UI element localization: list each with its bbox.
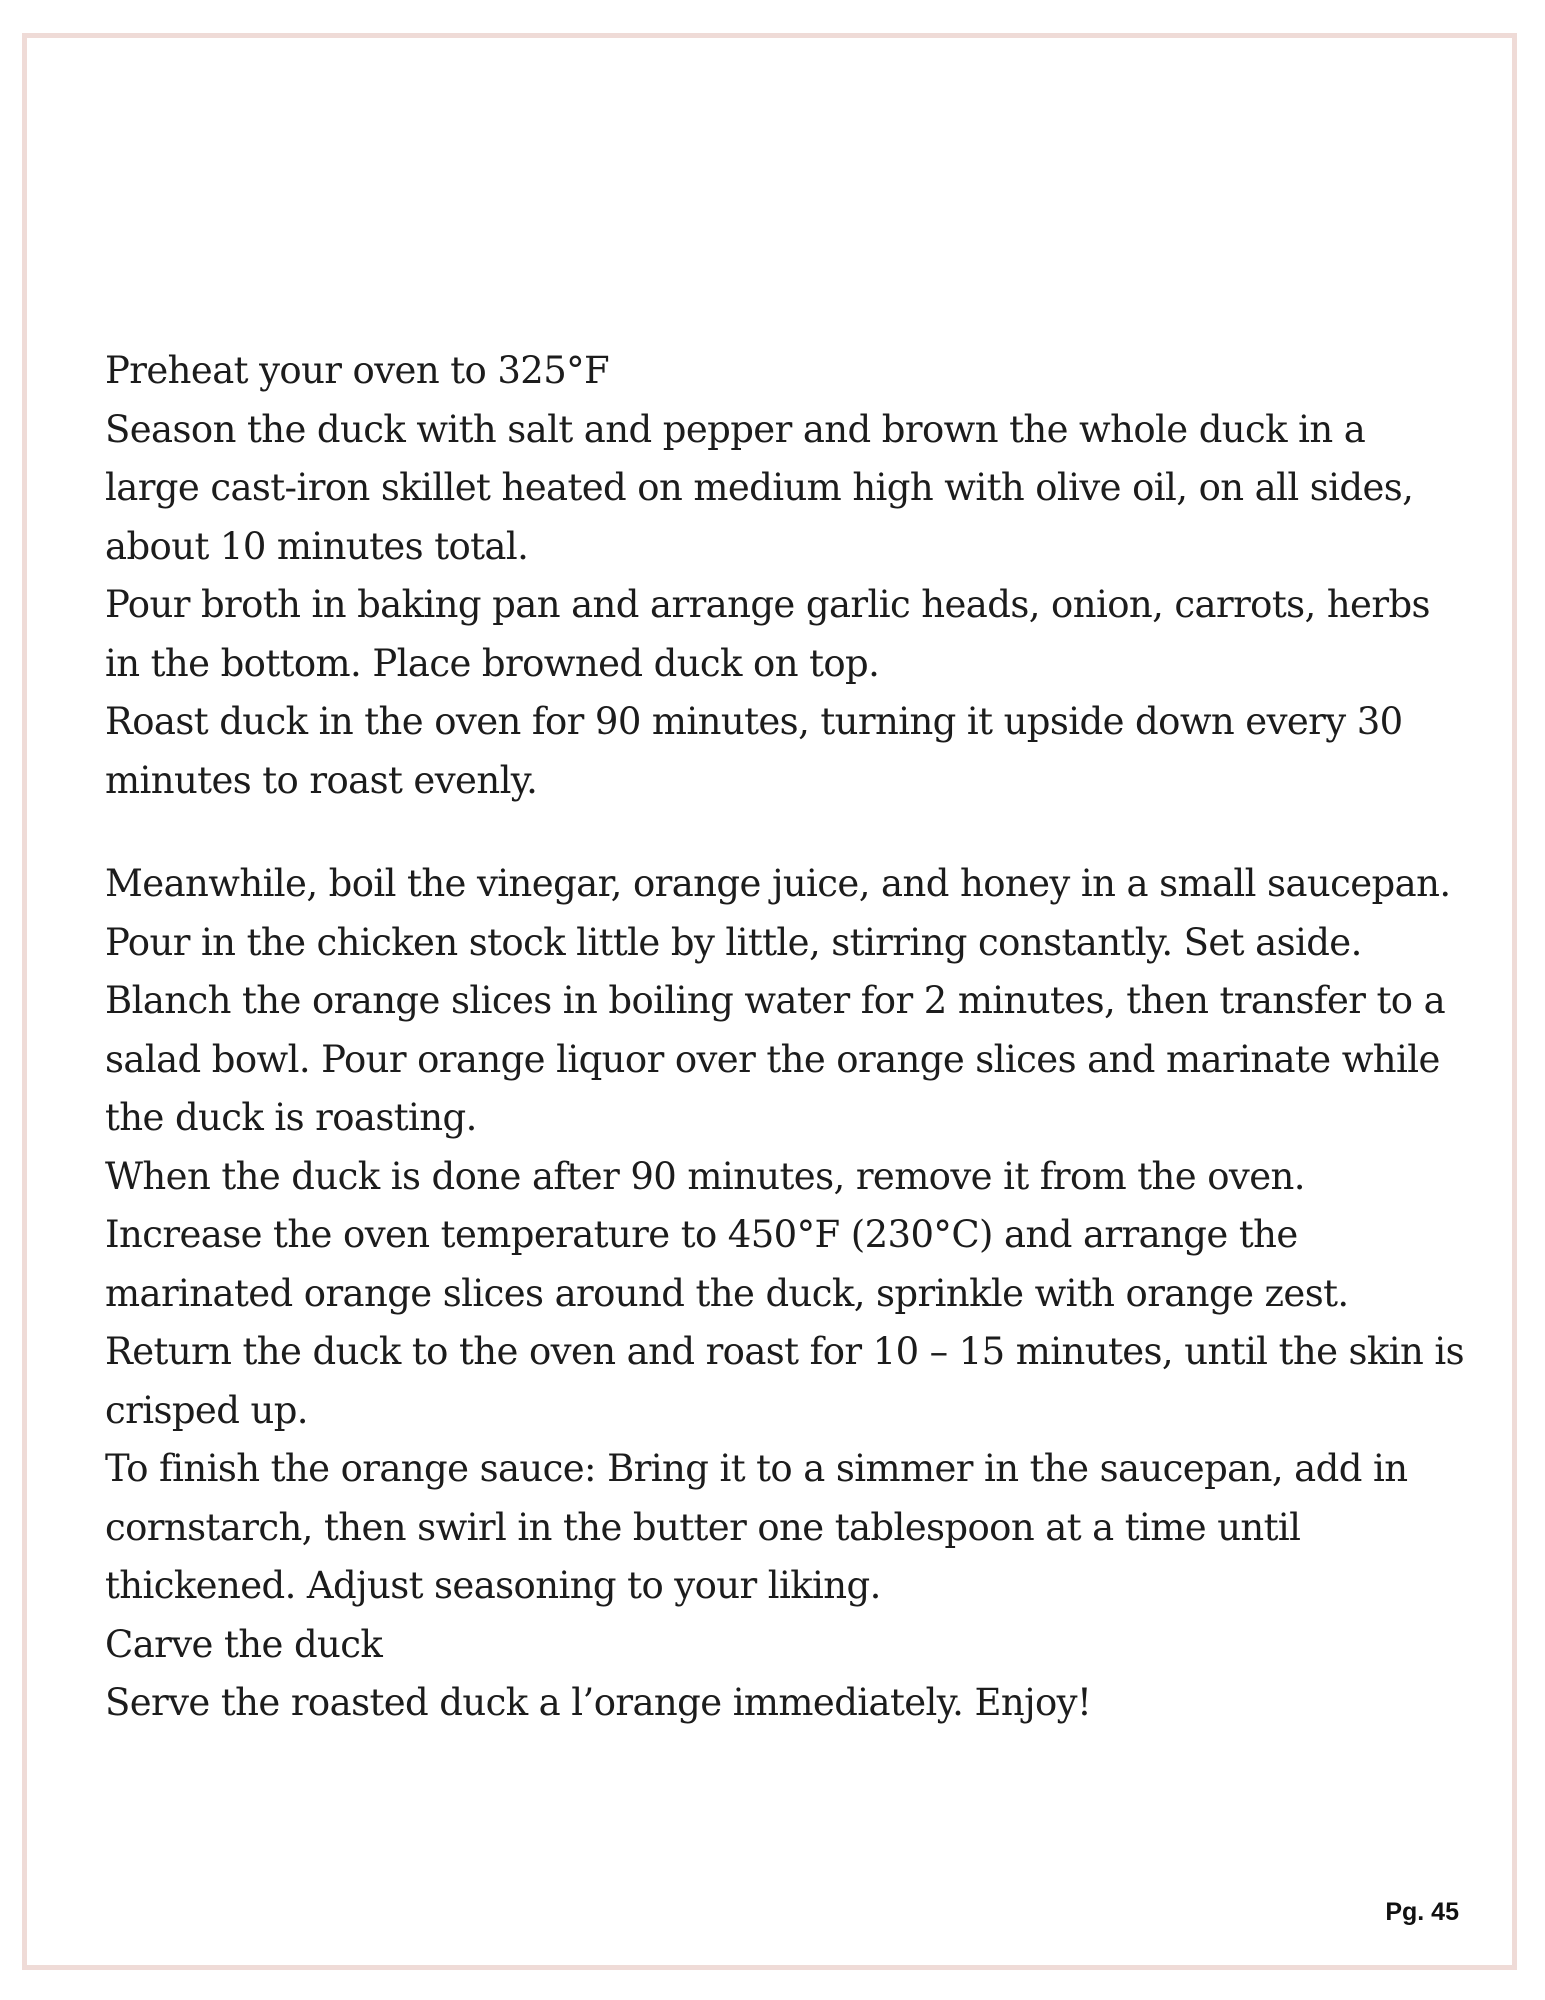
- step-preheat: Preheat your oven to 325°F: [105, 349, 610, 392]
- step-season-and-brown: Season the duck with salt and pepper and brown the whole duck in a large cast-iron skillet heated on medium high with olive oil, on all sides, about 10 minutes total.: [105, 407, 1414, 568]
- paragraph-gap: [105, 810, 1465, 855]
- step-serve: Serve the roasted duck a l’orange immediately. Enjoy!: [105, 1681, 1092, 1724]
- recipe-instructions: [105, 342, 1465, 1733]
- step-make-sauce: Meanwhile, boil the vinegar, orange juice, and honey in a small saucepan. Pour in the chicken stock little by little, stirring constantly. Set aside.: [105, 862, 1451, 964]
- step-carve: Carve the duck: [105, 1622, 383, 1666]
- step-roast: Roast duck in the oven for 90 minutes, turning it upside down every 30 minutes to roast evenly.: [105, 700, 1403, 802]
- step-prepare-pan: Pour broth in baking pan and arrange garlic heads, onion, carrots, herbs in the bottom. Place browned duck on top.: [105, 583, 1430, 685]
- page-number: Pg. 45: [1385, 1898, 1459, 1926]
- step-return-to-oven: Return the duck to the oven and roast for 10 – 15 minutes, until the skin is crisped up.: [105, 1330, 1464, 1432]
- step-remove-duck: When the duck is done after 90 minutes, remove it from the oven.: [105, 1154, 1305, 1198]
- step-blanch-oranges: Blanch the orange slices in boiling water for 2 minutes, then transfer to a salad bowl. Pour orange liquor over the orange slices and marinate while the duck is roasting.: [105, 979, 1446, 1139]
- step-finish-sauce: To finish the orange sauce: Bring it to a simmer in the saucepan, add in cornstarch, then swirl in the butter one tablespoon at a time until thickened. Adjust seasoning to your liking.: [105, 1447, 1408, 1607]
- step-increase-temperature: Increase the oven temperature to 450°F (230°C) and arrange the marinated orange slices around the duck, sprinkle with orange zest.: [105, 1213, 1349, 1315]
